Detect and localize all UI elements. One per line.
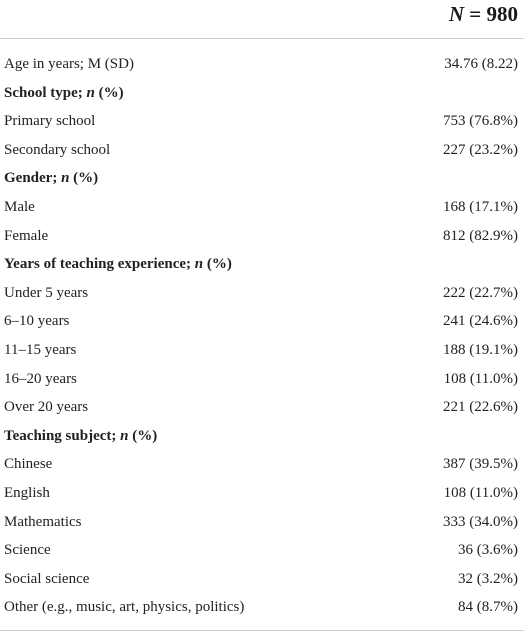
row-label: Other (e.g., music, art, physics, politics) xyxy=(4,599,245,616)
section-header-suffix: (%) xyxy=(69,170,99,187)
row-value: 222 (22.7%) xyxy=(443,284,518,301)
row-value: 34.76 (8.22) xyxy=(444,56,518,72)
row-label: Chinese xyxy=(4,456,53,473)
table-row xyxy=(0,479,524,508)
row-label: 6–10 years xyxy=(4,313,70,330)
sample-size-value: 980 xyxy=(486,2,518,26)
section-header-label xyxy=(4,422,157,451)
row-label: Primary school xyxy=(4,113,96,130)
row-value: 36 (3.6%) xyxy=(458,542,518,559)
row-value: 333 (34.0%) xyxy=(443,513,518,530)
table-body xyxy=(0,39,524,622)
table-row xyxy=(0,508,524,537)
section-header-n: n xyxy=(61,170,70,187)
row-label: Mathematics xyxy=(4,513,82,530)
row-label: 16–20 years xyxy=(4,370,77,387)
table-row xyxy=(0,536,524,565)
row-label: Science xyxy=(4,542,51,559)
table-row xyxy=(0,450,524,479)
table-row xyxy=(0,50,524,79)
table-row xyxy=(0,222,524,251)
row-label: 11–15 years xyxy=(4,341,77,358)
table-row xyxy=(0,193,524,222)
row-label: Secondary school xyxy=(4,141,111,158)
section-header-n: n xyxy=(194,256,204,273)
row-value: 241 (24.6%) xyxy=(443,313,518,330)
row-value: 32 (3.2%) xyxy=(458,570,518,587)
row-label: Male xyxy=(4,198,35,215)
row-value: 812 (82.9%) xyxy=(443,227,518,244)
section-header-row xyxy=(0,422,524,451)
row-label: Social science xyxy=(4,570,90,587)
sample-size-symbol: N xyxy=(448,2,465,26)
section-header-label xyxy=(4,164,98,193)
section-header-label xyxy=(4,79,124,108)
table-row xyxy=(0,393,524,422)
section-header-n: n xyxy=(120,427,129,444)
section-header-row xyxy=(0,250,524,279)
row-value: 227 (23.2%) xyxy=(443,141,518,158)
row-label: Age in years; M (SD) xyxy=(4,56,134,72)
section-header-text: Years of teaching experience; xyxy=(4,256,195,273)
section-header-row xyxy=(0,79,524,108)
row-label: English xyxy=(4,484,50,501)
table-row xyxy=(0,136,524,165)
section-header-n: n xyxy=(86,84,95,101)
row-value: 84 (8.7%) xyxy=(458,599,518,616)
row-value: 108 (11.0%) xyxy=(443,370,518,387)
table-row xyxy=(0,565,524,594)
table-row xyxy=(0,279,524,308)
row-value: 387 (39.5%) xyxy=(443,456,518,473)
row-value: 221 (22.6%) xyxy=(443,399,518,416)
table-bottom-rule xyxy=(0,630,524,631)
row-label: Over 20 years xyxy=(4,399,89,416)
section-header-label xyxy=(4,250,232,279)
table-row xyxy=(0,365,524,394)
section-header-suffix: (%) xyxy=(94,84,124,101)
row-value: 753 (76.8%) xyxy=(443,113,518,130)
row-label: Under 5 years xyxy=(4,284,89,301)
section-header-row xyxy=(0,164,524,193)
section-header-suffix: (%) xyxy=(128,427,158,444)
table-row xyxy=(0,336,524,365)
section-header-text: School type; xyxy=(4,84,87,101)
section-header-text: Teaching subject; xyxy=(4,427,121,444)
section-header-text: Gender; xyxy=(4,170,62,187)
table-row xyxy=(0,593,524,622)
table-row xyxy=(0,107,524,136)
row-value: 168 (17.1%) xyxy=(443,198,518,215)
row-value: 188 (19.1%) xyxy=(443,341,518,358)
sample-size-equals: = xyxy=(464,2,487,26)
row-value: 108 (11.0%) xyxy=(443,484,518,501)
sample-size-header xyxy=(449,2,518,27)
section-header-suffix: (%) xyxy=(203,256,232,273)
row-label: Female xyxy=(4,227,49,244)
table-row xyxy=(0,307,524,336)
table-header xyxy=(0,0,524,39)
